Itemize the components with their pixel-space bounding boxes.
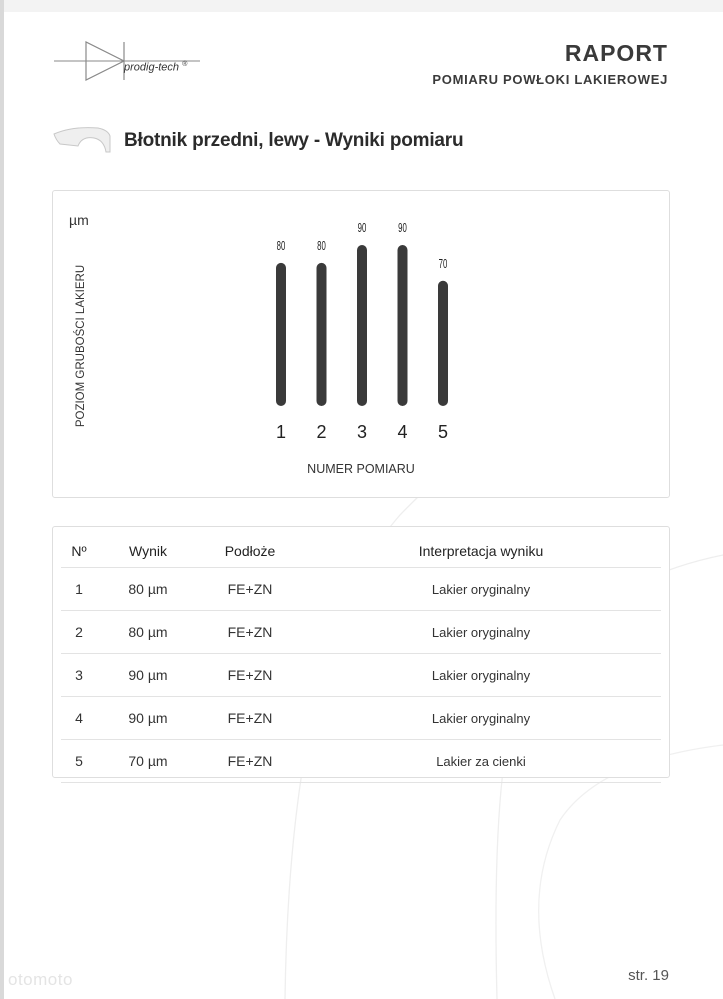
cell-result: 80 µm bbox=[97, 611, 199, 654]
cell-interpretation: Lakier oryginalny bbox=[301, 611, 661, 654]
column-header-interpretation: Interpretacja wyniku bbox=[301, 535, 661, 568]
table-row bbox=[61, 697, 661, 740]
chart-x-tick-label: 1 bbox=[275, 422, 287, 442]
chart-x-tick-label: 4 bbox=[397, 422, 408, 442]
chart-x-axis-label: NUMER POMIARU bbox=[307, 462, 415, 476]
column-header-result: Wynik bbox=[97, 535, 199, 568]
cell-number: 1 bbox=[61, 568, 97, 611]
cell-number: 4 bbox=[61, 697, 97, 740]
cell-substrate: FE+ZN bbox=[199, 568, 301, 611]
column-header-number: Nº bbox=[61, 535, 97, 568]
chart-bar bbox=[276, 263, 286, 406]
chart-bar bbox=[317, 263, 327, 406]
report-subtitle: POMIARU POWŁOKI LAKIEROWEJ bbox=[432, 72, 668, 87]
column-header-substrate: Podłoże bbox=[199, 535, 301, 568]
cell-result: 90 µm bbox=[97, 654, 199, 697]
bar-chart bbox=[53, 191, 669, 497]
chart-bars bbox=[276, 221, 448, 442]
fender-icon bbox=[52, 122, 112, 158]
watermark: otomoto bbox=[8, 970, 73, 989]
results-card bbox=[52, 526, 670, 778]
chart-unit-label: µm bbox=[69, 212, 89, 228]
brand-name: prodig-tech ® bbox=[124, 61, 188, 74]
chart-y-axis-label: POZIOM GRUBOŚCI LAKIERU bbox=[75, 264, 87, 428]
chart-x-tick-label: 2 bbox=[316, 422, 327, 442]
cell-number: 2 bbox=[61, 611, 97, 654]
cell-interpretation: Lakier oryginalny bbox=[301, 654, 661, 697]
chart-data-label: 90 bbox=[398, 221, 407, 236]
section-title: Błotnik przedni, lewy - Wyniki pomiaru bbox=[124, 130, 464, 151]
cell-substrate: FE+ZN bbox=[199, 611, 301, 654]
cell-result: 90 µm bbox=[97, 697, 199, 740]
cell-number: 5 bbox=[61, 740, 97, 783]
page-number: str. 19 bbox=[628, 967, 669, 984]
cell-substrate: FE+ZN bbox=[199, 740, 301, 783]
cell-interpretation: Lakier za cienki bbox=[301, 740, 661, 783]
chart-bar bbox=[438, 281, 448, 406]
table-row bbox=[61, 611, 661, 654]
chart-bar bbox=[398, 245, 408, 406]
chart-card bbox=[52, 190, 670, 498]
cell-interpretation: Lakier oryginalny bbox=[301, 568, 661, 611]
cell-substrate: FE+ZN bbox=[199, 697, 301, 740]
cell-result: 80 µm bbox=[97, 568, 199, 611]
table-row bbox=[61, 740, 661, 783]
cell-number: 3 bbox=[61, 654, 97, 697]
report-title: RAPORT bbox=[564, 40, 668, 66]
chart-x-tick-label: 3 bbox=[356, 422, 368, 442]
chart-x-tick-label: 5 bbox=[437, 422, 449, 442]
table-header-row bbox=[61, 535, 661, 568]
cell-substrate: FE+ZN bbox=[199, 654, 301, 697]
table-row bbox=[61, 654, 661, 697]
cell-result: 70 µm bbox=[97, 740, 199, 783]
table-row bbox=[61, 568, 661, 611]
chart-bar bbox=[357, 245, 367, 406]
cell-interpretation: Lakier oryginalny bbox=[301, 697, 661, 740]
chart-data-label: 80 bbox=[276, 238, 286, 254]
chart-data-label: 70 bbox=[438, 256, 448, 272]
chart-data-label: 90 bbox=[357, 221, 367, 236]
results-table bbox=[61, 535, 661, 783]
chart-data-label: 80 bbox=[317, 238, 326, 254]
